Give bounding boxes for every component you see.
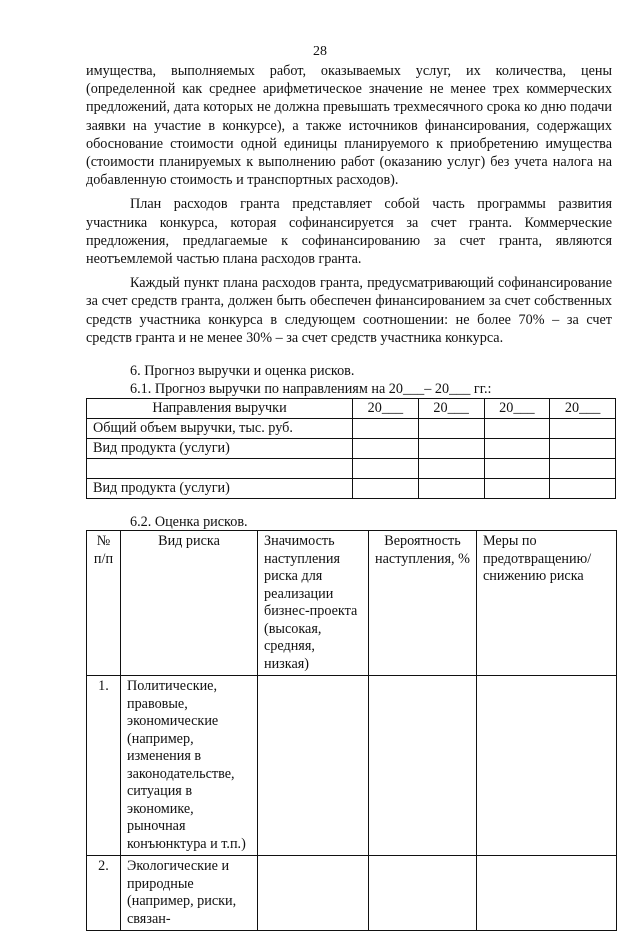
table-header-cell: № п/п — [87, 531, 121, 676]
paragraph-continuation: имущества, выполняемых работ, оказываемых услуг, их количества, цены (определенной как среднее арифметическое значение не менее трех коммерческих предложений, дата которых не должна превышать трехмесячного срока ко дню подачи заявки на участие в конкурсе), а также источников финансирования, содержащих обоснование стоимости одной единицы планируемого к приобретению имущества (стоимости планируемых к выполнению работ (оказанию услуг) без учета налога на добавленную стоимость и транспортных расходов). — [86, 63, 612, 189]
section-6-2-title: 6.2. Оценка рисков. — [130, 514, 248, 530]
table-header-cell: 20___ — [418, 399, 484, 419]
table-row — [87, 399, 616, 419]
table-header-cell: 20___ — [550, 399, 616, 419]
table-header-cell: Меры по предотвращению/ снижению риска — [477, 531, 617, 676]
risk-assessment-table — [86, 530, 617, 931]
section-6-1-title: 6.1. Прогноз выручки по направлениям на 20___– 20___ гг.: — [130, 381, 492, 397]
table-row — [87, 856, 617, 931]
table-cell: Политические, правовые, экономические (например, изменения в законодательстве, ситуация в экономике, рыночная конъюнктура и т.п.) — [121, 676, 258, 856]
table-cell: Экологические и природные (например, риски, связан- — [121, 856, 258, 931]
section-6-title: 6. Прогноз выручки и оценка рисков. — [130, 363, 355, 379]
revenue-forecast-table — [86, 398, 616, 499]
table-cell: 2. — [87, 856, 121, 931]
table-header-cell: Вероятность наступления, % — [369, 531, 477, 676]
table-row — [87, 676, 617, 856]
body-text — [86, 62, 612, 347]
paragraph-cofinancing: Каждый пункт плана расходов гранта, предусматривающий софинансирование за счет средств гранта, должен быть обеспечен финансированием за счет собственных средств участника конкурса в следующем соотношении: не более 70% – за счет средств гранта и не менее 30% – за счет средств участника конкурса. — [86, 275, 612, 346]
table-row — [87, 439, 616, 459]
paragraph-grant-plan: План расходов гранта представляет собой часть программы развития участника конкурса, которая софинансируется за счет гранта. Коммерческие предложения, предлагаемые к софинансированию за счет гранта, являются неотъемлемой частью плана расходов гранта. — [86, 196, 612, 268]
table-row — [87, 419, 616, 439]
table-cell — [87, 459, 353, 479]
table-cell: Вид продукта (услуги) — [87, 439, 353, 459]
table-header-cell: 20___ — [353, 399, 419, 419]
table-cell: 1. — [87, 676, 121, 856]
page-number: 28 — [313, 44, 327, 59]
table-row — [87, 479, 616, 499]
table-row — [87, 459, 616, 479]
table-cell: Общий объем выручки, тыс. руб. — [87, 419, 353, 439]
table-row — [87, 531, 617, 676]
table-header-cell: Значимость наступления риска для реализации бизнес-проекта (высокая, средняя, низкая) — [258, 531, 369, 676]
table-cell: Вид продукта (услуги) — [87, 479, 353, 499]
table-header-cell: Направления выручки — [87, 399, 353, 419]
table-header-cell: Вид риска — [121, 531, 258, 676]
table-header-cell: 20___ — [484, 399, 550, 419]
